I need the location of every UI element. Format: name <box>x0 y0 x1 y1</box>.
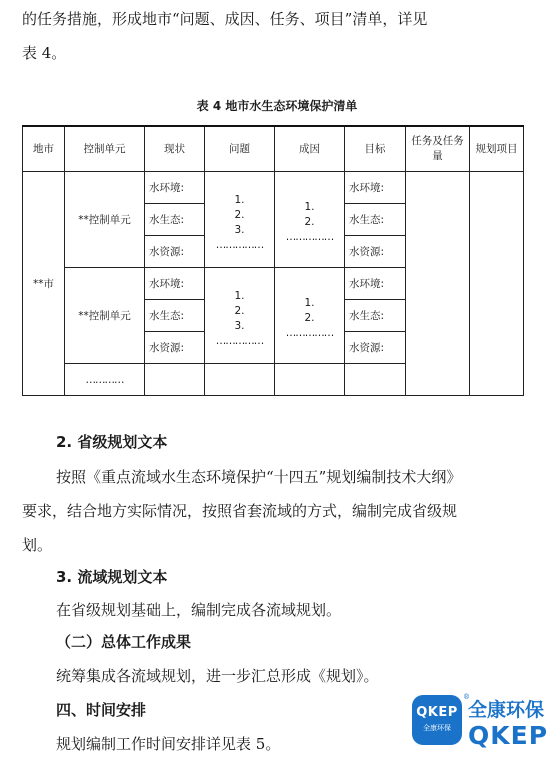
more-units-ellipsis: ………… <box>85 373 124 386</box>
empty-cell <box>275 364 345 396</box>
control-unit-cell: **控制单元 <box>65 268 145 364</box>
logo-title-cn: 全康环保 <box>468 699 545 721</box>
cause-ellipsis: …………… <box>285 231 334 243</box>
header-projects: 规划项目 <box>470 126 524 172</box>
problem-item: 1. <box>234 289 245 302</box>
registered-mark: ® <box>463 693 470 701</box>
status-cell: 水生态: <box>145 204 205 236</box>
logo-badge-text: QKEP <box>416 705 458 720</box>
target-cell: 水资源: <box>345 236 406 268</box>
problem-item: 3. <box>234 319 245 332</box>
section-3-heading: 3. 流域规划文本 <box>56 568 168 586</box>
section-2-para-line-3: 划。 <box>22 536 53 554</box>
city-cell: **市 <box>23 172 65 396</box>
target-cell: 水生态: <box>345 204 406 236</box>
problem-item: 2. <box>234 208 245 221</box>
table-caption: 表 4 地市水生态环境保护清单 <box>196 99 358 113</box>
cause-item: 1. <box>304 297 315 309</box>
problem-ellipsis: …………… <box>215 238 264 251</box>
problem-cell <box>205 268 275 364</box>
overall-results-para: 统筹集成各流域规划，进一步汇总形成《规划》。 <box>56 667 379 685</box>
status-cell: 水资源: <box>145 236 205 268</box>
target-cell: 水生态: <box>345 300 406 332</box>
schedule-heading: 四、时间安排 <box>56 701 147 719</box>
status-cell: 水环境: <box>145 172 205 204</box>
problem-item: 3. <box>234 223 245 236</box>
schedule-para: 规划编制工作时间安排详见表 5。 <box>56 735 281 753</box>
logo-title-en: QKEP <box>468 721 549 750</box>
tasks-cell <box>406 172 470 396</box>
status-cell: 水资源: <box>145 332 205 364</box>
header-status: 现状 <box>145 126 205 172</box>
table-header-row <box>23 126 524 172</box>
section-2-para-line-1: 按照《重点流域水生态环境保护“十四五”规划编制技术大纲》 <box>56 468 462 486</box>
overall-results-heading: （二）总体工作成果 <box>56 633 192 651</box>
header-target: 目标 <box>345 126 406 172</box>
projects-cell <box>470 172 524 396</box>
header-tasks: 任务及任务量 <box>406 126 470 172</box>
intro-line-2: 表 4。 <box>22 44 67 62</box>
empty-cell <box>145 364 205 396</box>
qkep-logo-badge <box>412 695 462 745</box>
problem-item: 2. <box>234 304 245 317</box>
target-cell: 水环境: <box>345 268 406 300</box>
cause-cell <box>275 268 345 364</box>
target-cell: 水环境: <box>345 172 406 204</box>
empty-cell <box>205 364 275 396</box>
problem-cell <box>205 172 275 268</box>
header-city: 地市 <box>23 126 65 172</box>
target-cell: 水资源: <box>345 332 406 364</box>
qkep-watermark-logo <box>412 695 554 755</box>
cause-item: 2. <box>304 216 315 228</box>
problem-item: 1. <box>234 193 245 206</box>
section-2-para-line-2: 要求，结合地方实际情况，按照省套流域的方式，编制完成省级规 <box>22 502 458 520</box>
intro-line-1: 的任务措施，形成地市“问题、成因、任务、项目”清单，详见 <box>22 10 428 28</box>
section-3-para: 在省级规划基础上，编制完成各流域规划。 <box>56 601 342 619</box>
cause-item: 1. <box>304 201 315 213</box>
section-2-heading: 2. 省级规划文本 <box>56 433 168 451</box>
table-row <box>23 172 524 204</box>
cause-item: 2. <box>304 312 315 324</box>
control-unit-cell: **控制单元 <box>65 172 145 268</box>
header-control-unit: 控制单元 <box>65 126 145 172</box>
more-units-cell <box>65 364 145 396</box>
empty-cell <box>345 364 406 396</box>
cause-cell <box>275 172 345 268</box>
header-cause: 成因 <box>275 126 345 172</box>
status-cell: 水生态: <box>145 300 205 332</box>
status-cell: 水环境: <box>145 268 205 300</box>
cause-ellipsis: …………… <box>285 327 334 339</box>
water-eco-protection-table <box>22 125 524 396</box>
header-problem: 问题 <box>205 126 275 172</box>
logo-badge-subtext: 全康环保 <box>423 724 451 732</box>
problem-ellipsis: …………… <box>215 334 264 347</box>
